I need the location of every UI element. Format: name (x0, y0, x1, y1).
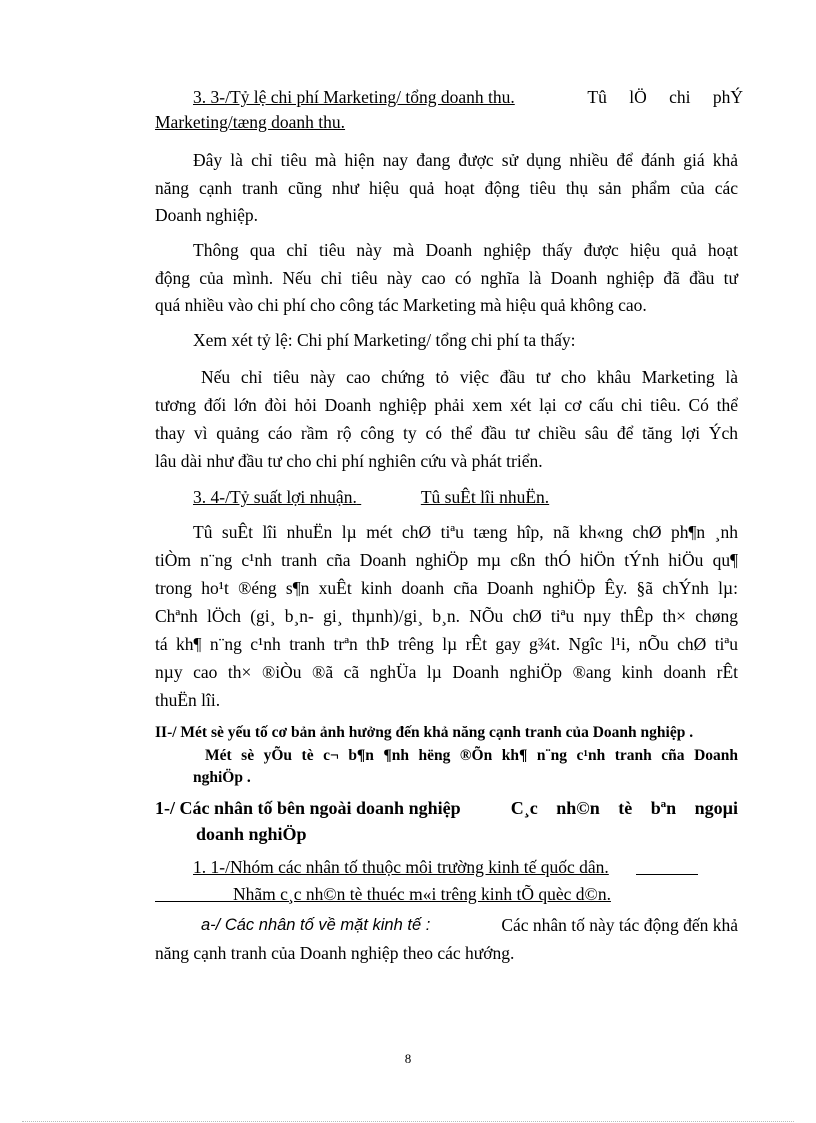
section-3-3-heading-line2: Marketing/tæng doanh thu. (155, 112, 346, 132)
section-1-1-heading: 1. 1-/Nhóm các nhân tố thuộc môi trường kinh tế quốc dân. (193, 857, 609, 877)
paragraph-line: Đây là chỉ tiêu mà hiện nay đang được sử dụng nhiều để đánh giá khả (193, 150, 738, 170)
paragraph-line: tiÒm n¨ng c¹nh tranh cña Doanh nghiÖp mµ cßn thÓ hiÖn tÝnh hiÖu qu¶ (155, 550, 738, 570)
section-1-title-left: 1-/ Các nhân tố bên ngoài doanh nghiệp (155, 798, 461, 818)
paragraph-line: thuËn lîi. (155, 690, 221, 710)
subheading-italic: a-/ Các nhân tố về mặt kinh tế : (201, 916, 431, 934)
section-II-heading: II-/ Mét sè yếu tố cơ bản ảnh hưởng đến khả năng cạnh tranh của Doanh nghiệp . (155, 724, 694, 741)
underline-rule (636, 874, 698, 875)
underline-rule (155, 901, 233, 902)
paragraph-text: Các nhân tố này tác động đến khả (501, 915, 738, 935)
section-1-heading-line2: doanh nghiÖp (196, 824, 307, 844)
paragraph-line: Chªnh lÖch (gi¸ b¸n- gi¸ thµnh)/gi¸ b¸n. NÕu chØ tiªu nµy thÊp th× chøng (155, 606, 738, 626)
paragraph-line: Thông qua chỉ tiêu này mà Doanh nghiệp thấy được hiệu quả hoạt (193, 240, 738, 260)
paragraph-line: năng cạnh tranh cũng như hiệu quả hoạt động tiêu thụ sản phẩm của các (155, 178, 738, 198)
paragraph-line: năng cạnh tranh của Doanh nghiệp theo các hướng. (155, 943, 515, 963)
section-1-title-right: C¸c nh©n tè bªn ngoµi (510, 798, 738, 818)
page-bottom-rule (22, 1121, 794, 1122)
section-3-4-title-right: Tû suÊt lîi nhuËn. (420, 487, 550, 507)
paragraph-line: tá kh¶ n¨ng c¹nh tranh trªn thÞ trêng lµ rÊt gay g¾t. Ngîc l¹i, nÕu chØ tiªu (155, 634, 738, 654)
section-1-heading (155, 797, 738, 819)
paragraph-line: trong ho¹t ®éng s¶n xuÊt kinh doanh cña Doanh nghiÖp Êy. §ã chÝnh lµ: (155, 578, 738, 598)
paragraph-line: động của mình. Nếu chỉ tiêu này cao có nghĩa là Doanh nghiệp đã đầu tư (155, 268, 738, 288)
page-number: 8 (404, 1051, 412, 1066)
paragraph-line: tương đối lớn đòi hỏi Doanh nghiệp phải xem xét lại cơ cấu chi tiêu. Có thể (155, 395, 738, 415)
section-3-3-title-left: 3. 3-/Tỷ lệ chi phí Marketing/ tổng doanh thu. (193, 87, 515, 107)
paragraph-line: Doanh nghiệp. (155, 205, 259, 225)
section-3-4-title-left: 3. 4-/Tỷ suất lợi nhuận. (193, 487, 357, 507)
paragraph-line: Tû suÊt lîi nhuËn lµ mét chØ tiªu tæng hîp, nã kh«ng chØ ph¶n ¸nh (193, 522, 738, 542)
paragraph-line (201, 914, 738, 936)
section-3-3-title-right: Tû lÖ chi phÝ (587, 87, 743, 107)
section-1-1-heading-alt: Nhãm c¸c nh©n tè thuéc m«i trêng kinh tÕ quèc d©n. (233, 884, 611, 904)
paragraph-line: Xem xét tỷ lệ: Chi phí Marketing/ tổng chi phí ta thấy: (193, 330, 576, 350)
section-3-3-heading-line1 (193, 86, 743, 108)
section-3-4-gap (357, 486, 421, 508)
paragraph-line: nµy cao th× ®iÒu ®ã cã nghÜa lµ Doanh nghiÖp ®ang kinh doanh rÊt (155, 662, 738, 682)
paragraph-line: Nếu chỉ tiêu này cao chứng tỏ việc đầu tư cho khâu Marketing là (201, 367, 738, 387)
paragraph-line: lâu dài như đầu tư cho chi phí nghiên cứu và phát triển. (155, 451, 543, 471)
paragraph-line: quá nhiều vào chi phí cho công tác Marketing mà hiệu quả không cao. (155, 295, 647, 315)
paragraph-line: thay vì quảng cáo rầm rộ công ty có thể đầu tư chiều sâu để tăng lợi Ých (155, 423, 738, 443)
section-3-4-heading (193, 486, 549, 508)
section-II-heading-alt: Mét sè yÕu tè c¬ b¶n ¶nh hëng ®Õn kh¶ n¨ng c¹nh tranh cña Doanh (205, 747, 738, 764)
section-II-heading-alt: nghiÖp . (193, 769, 251, 786)
